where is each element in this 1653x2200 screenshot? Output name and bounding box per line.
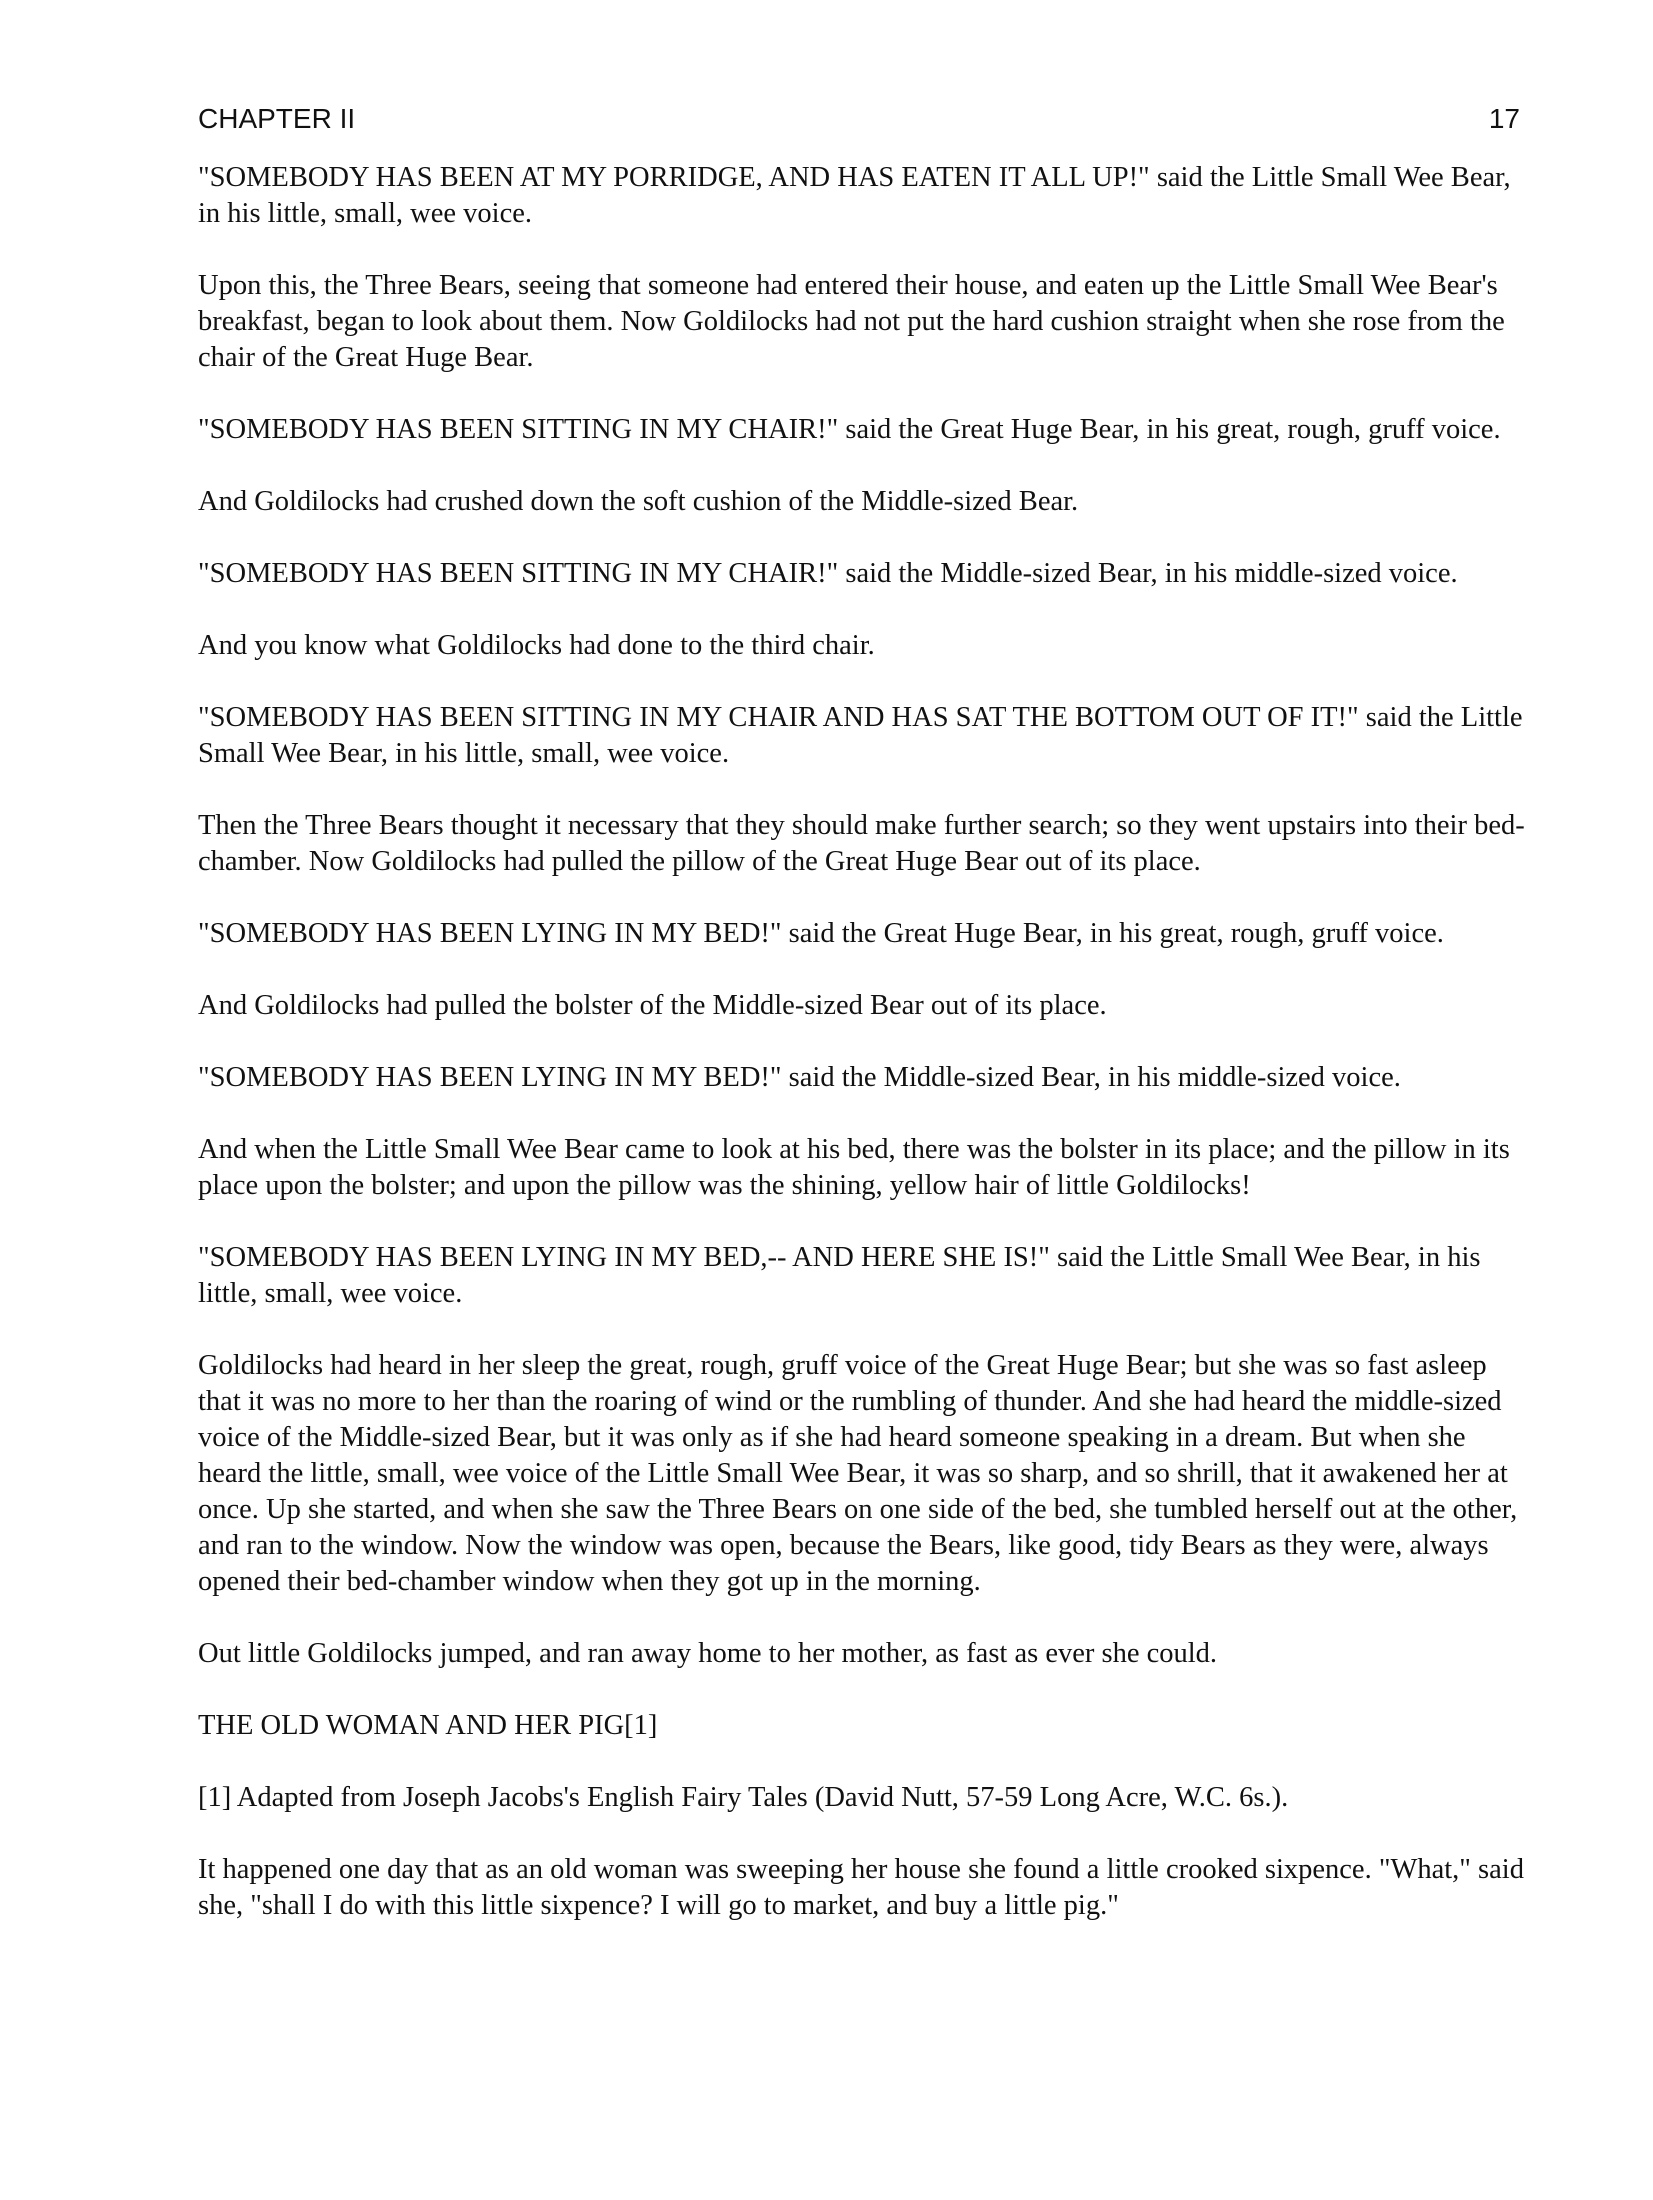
paragraph: And Goldilocks had pulled the bolster of the Middle-sized Bear out of its place. (198, 990, 1107, 1021)
paragraph: Out little Goldilocks jumped, and ran away home to her mother, as fast as ever she could. (198, 1638, 1218, 1669)
paragraph: "SOMEBODY HAS BEEN LYING IN MY BED,-- AND HERE SHE IS!" said the Little Small Wee Bear, in his little, small, wee voice. (198, 1242, 1481, 1309)
footnote: [1] Adapted from Joseph Jacobs's English Fairy Tales (David Nutt, 57-59 Long Acre, W.C. 6s.). (198, 1782, 1289, 1813)
paragraph: "SOMEBODY HAS BEEN AT MY PORRIDGE, AND HAS EATEN IT ALL UP!" said the Little Small Wee Bear, in his little, small, wee voice. (198, 162, 1511, 229)
paragraph: "SOMEBODY HAS BEEN SITTING IN MY CHAIR!" said the Middle-sized Bear, in his middle-sized voice. (198, 558, 1458, 589)
section-title: THE OLD WOMAN AND HER PIG[1] (198, 1710, 658, 1741)
paragraph: And when the Little Small Wee Bear came to look at his bed, there was the bolster in its place; and the pillow in its place upon the bolster; and upon the pillow was the shining, yellow hair of little Goldilocks! (198, 1134, 1510, 1201)
paragraph: "SOMEBODY HAS BEEN SITTING IN MY CHAIR!" said the Great Huge Bear, in his great, rough, gruff voice. (198, 414, 1501, 445)
paragraph: And Goldilocks had crushed down the soft cushion of the Middle-sized Bear. (198, 486, 1079, 517)
paragraph: Then the Three Bears thought it necessary that they should make further search; so they went upstairs into their bed-chamber. Now Goldilocks had pulled the pillow of the Great Huge Bear out of its place. (198, 810, 1525, 877)
paragraph: Upon this, the Three Bears, seeing that someone had entered their house, and eaten up the Little Small Wee Bear's breakfast, began to look about them. Now Goldilocks had not put the hard cushion straight when she rose from the chair of the Great Huge Bear. (198, 270, 1505, 373)
paragraph: And you know what Goldilocks had done to the third chair. (198, 630, 875, 661)
paragraph: "SOMEBODY HAS BEEN LYING IN MY BED!" said the Middle-sized Bear, in his middle-sized voice. (198, 1062, 1401, 1093)
paragraph: It happened one day that as an old woman was sweeping her house she found a little crooked sixpence. "What," said she, "shall I do with this little sixpence? I will go to market, and buy a little pig." (198, 1854, 1524, 1921)
chapter-heading: CHAPTER II (198, 103, 356, 134)
body-text (198, 160, 1528, 1960)
paragraph: "SOMEBODY HAS BEEN LYING IN MY BED!" said the Great Huge Bear, in his great, rough, gruff voice. (198, 918, 1444, 949)
paragraph: Goldilocks had heard in her sleep the great, rough, gruff voice of the Great Huge Bear; but she was so fast asleep that it was no more to her than the roaring of wind or the rumbling of thunder. And she had heard the middle-sized voice of the Middle-sized Bear, but it was only as if she had heard someone speaking in a dream. But when she heard the little, small, wee voice of the Little Small Wee Bear, it was so sharp, and so shrill, that it awakened her at once. Up she started, and when she saw the Three Bears on one side of the bed, she tumbled herself out at the other, and ran to the window. Now the window was open, because the Bears, like good, tidy Bears as they were, always opened their bed-chamber window when they got up in the morning. (198, 1350, 1518, 1597)
page-number: 17 (1488, 103, 1520, 134)
paragraph: "SOMEBODY HAS BEEN SITTING IN MY CHAIR AND HAS SAT THE BOTTOM OUT OF IT!" said the Little Small Wee Bear, in his little, small, wee voice. (198, 702, 1523, 769)
running-header (198, 98, 1520, 140)
